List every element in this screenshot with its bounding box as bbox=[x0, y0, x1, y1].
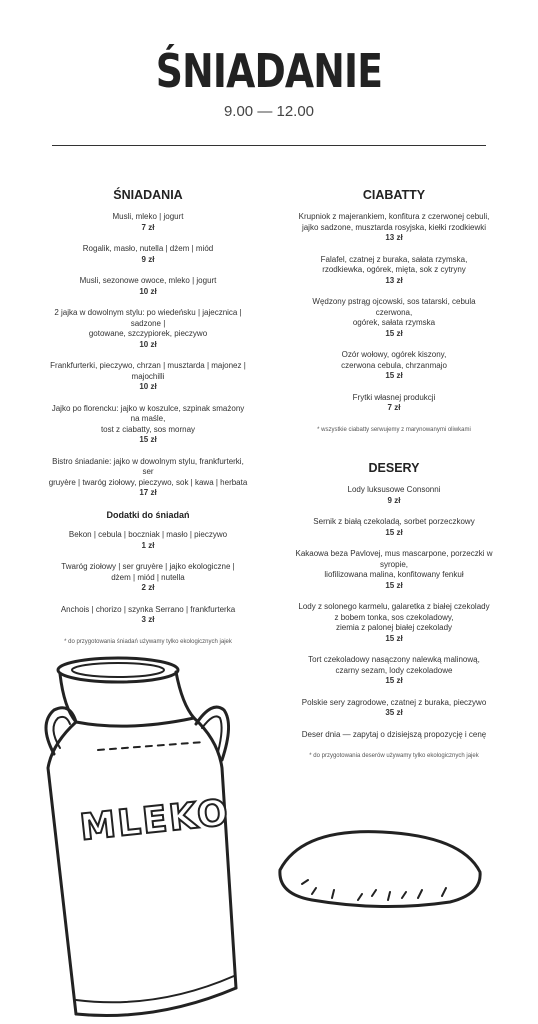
menu-item bbox=[48, 361, 248, 393]
menu-item-price: 15 zł bbox=[385, 580, 403, 590]
menu-item-description: Bistro śniadanie: jajko w dowolnym stylu, frankfurterki, ser gruyère | twaróg ziołowy, pieczywo, sok | kawa | herbata bbox=[48, 456, 248, 487]
ciabatty-list bbox=[294, 212, 494, 414]
menu-item-price: 7 zł bbox=[141, 222, 155, 232]
bread-loaf-icon bbox=[272, 824, 492, 924]
menu-item bbox=[48, 562, 248, 594]
menu-item-description: Krupniok z majerankiem, konfitura z czerwonej cebuli, jajko sadzone, musztarda rosyjska, kiełki rzodkiewki bbox=[298, 212, 490, 232]
menu-item bbox=[294, 212, 494, 244]
menu-item-description: Falafel, czatnej z buraka, sałata rzymska, rzodkiewka, ogórek, mięta, sok z cytryny bbox=[320, 254, 468, 274]
menu-item-description: Rogalik, masło, nutella | dżem | miód bbox=[82, 244, 214, 253]
menu-item-price: 7 zł bbox=[387, 403, 401, 412]
section-title-ciabatty: CIABATTY bbox=[362, 188, 426, 202]
menu-item bbox=[294, 350, 494, 382]
menu-item bbox=[294, 602, 494, 644]
menu-item bbox=[294, 255, 494, 287]
menu-item-price: 15 zł bbox=[385, 527, 403, 537]
menu-item-description: Frytki własnej produkcji bbox=[352, 392, 436, 402]
menu-item bbox=[48, 212, 248, 233]
menu-item bbox=[294, 730, 494, 741]
menu-item-description: Anchois | chorizo | szynka Serrano | frankfurterka bbox=[60, 604, 236, 614]
menu-item-description: Wędzony pstrąg ojcowski, sos tatarski, cebula czerwona, ogórek, sałata rzymska bbox=[312, 297, 476, 327]
menu-item bbox=[48, 308, 248, 350]
section-title-desserts: DESERY bbox=[368, 461, 420, 475]
section-title-extras: Dodatki do śniadań bbox=[106, 509, 190, 520]
menu-item-price: 17 zł bbox=[139, 488, 157, 497]
menu-item-price: 15 zł bbox=[385, 633, 403, 643]
right-column bbox=[294, 188, 494, 762]
menu-item-price: 3 zł bbox=[141, 615, 155, 624]
menu-item-description: 2 jajka w dowolnym stylu: po wiedeńsku | jajecznica | sadzone | gotowane, szczypiorek, pieczywo bbox=[54, 308, 242, 338]
menu-item-price: 10 zł bbox=[139, 382, 157, 391]
menu-item-description: Musli, mleko | jogurt bbox=[112, 212, 184, 221]
menu-item-description: Polskie sery zagrodowe, czatnej z buraka, pieczywo bbox=[301, 697, 487, 707]
menu-item-description: Deser dnia — zapytaj o dzisiejszą propozycję i cenę bbox=[301, 729, 487, 739]
menu-item-price: 15 zł bbox=[385, 371, 403, 380]
menu-item-price: 10 zł bbox=[139, 286, 157, 296]
menu-item bbox=[294, 655, 494, 687]
menu-item-price: 15 zł bbox=[139, 435, 157, 444]
menu-item-description: Jajko po florencku: jajko w koszulce, szpinak smażony na maśle, tost z ciabatty, sos mornay bbox=[51, 403, 245, 434]
menu-item bbox=[48, 276, 248, 297]
milk-can-label: MLEKO bbox=[78, 792, 232, 849]
menu-item-description: Tort czekoladowy nasączony nalewką malinową, czarny sezam, lody czekoladowe bbox=[308, 655, 480, 675]
menu-item-price: 13 zł bbox=[385, 233, 403, 242]
menu-item-price: 1 zł bbox=[141, 540, 155, 550]
menu-item bbox=[294, 698, 494, 719]
menu-item-price: 9 zł bbox=[387, 495, 401, 505]
menu-item bbox=[48, 244, 248, 265]
menu-item-description: Kakaowa beza Pavlovej, mus mascarpone, porzeczki w syropie, liofilizowana malina, konfitowany fenkuł bbox=[295, 549, 493, 579]
menu-item bbox=[294, 517, 494, 538]
menu-item-description: Musli, sezonowe owoce, mleko | jogurt bbox=[79, 276, 217, 285]
menu-item bbox=[294, 485, 494, 506]
menu-item-price: 9 zł bbox=[141, 254, 155, 264]
breakfast-list bbox=[48, 212, 248, 499]
menu-item-description: Frankfurterki, pieczywo, chrzan | musztarda | majonez | majochilli bbox=[50, 361, 246, 381]
menu-item-description: Sernik z białą czekoladą, sorbet porzeczkowy bbox=[313, 517, 475, 526]
ciabatty-note: * wszystkie ciabatty serwujemy z marynowanymi oliwkami bbox=[317, 426, 471, 433]
menu-item bbox=[294, 297, 494, 339]
menu-item bbox=[48, 457, 248, 499]
menu-item bbox=[48, 605, 248, 626]
menu-item-price: 35 zł bbox=[385, 708, 403, 717]
header-divider bbox=[52, 145, 486, 146]
menu-item bbox=[294, 549, 494, 591]
section-title-breakfast: ŚNIADANIA bbox=[113, 188, 183, 202]
extras-note: * do przygotowania śniadań używamy tylko ekologicznych jajek bbox=[64, 638, 232, 645]
menu-item-description: Ozór wołowy, ogórek kiszony, czerwona cebula, chrzanmajo bbox=[341, 350, 447, 370]
menu-item-price: 10 zł bbox=[139, 339, 157, 349]
menu-item-description: Twaróg ziołowy | ser gruyère | jajko ekologiczne | dżem | miód | nutella bbox=[61, 562, 235, 582]
menu-item-price: 13 zł bbox=[385, 275, 403, 285]
menu-item bbox=[48, 530, 248, 551]
menu-item-description: Bekon | cebula | boczniak | masło | pieczywo bbox=[68, 530, 228, 539]
menu-item-description: Lody luksusowe Consonni bbox=[347, 485, 441, 494]
menu-item-price: 15 zł bbox=[385, 328, 403, 338]
opening-hours: 9.00 — 12.00 bbox=[223, 103, 315, 120]
menu-item-price: 2 zł bbox=[141, 583, 155, 592]
extras-list bbox=[48, 530, 248, 626]
menu-item bbox=[294, 393, 494, 414]
breakfast-column bbox=[48, 188, 248, 647]
page-title: ŚNIADANIE bbox=[155, 44, 383, 98]
desserts-note: * do przygotowania deserów używamy tylko ekologicznych jajek bbox=[309, 753, 479, 759]
menu-item-description: Lody z solonego karmelu, galaretka z białej czekolady z bobem tonka, sos czekoladowy, ziemia z palonej białej czekolady bbox=[298, 602, 490, 632]
menu-item-price: 15 zł bbox=[385, 676, 403, 685]
desserts-list bbox=[294, 485, 494, 740]
menu-item bbox=[48, 404, 248, 446]
